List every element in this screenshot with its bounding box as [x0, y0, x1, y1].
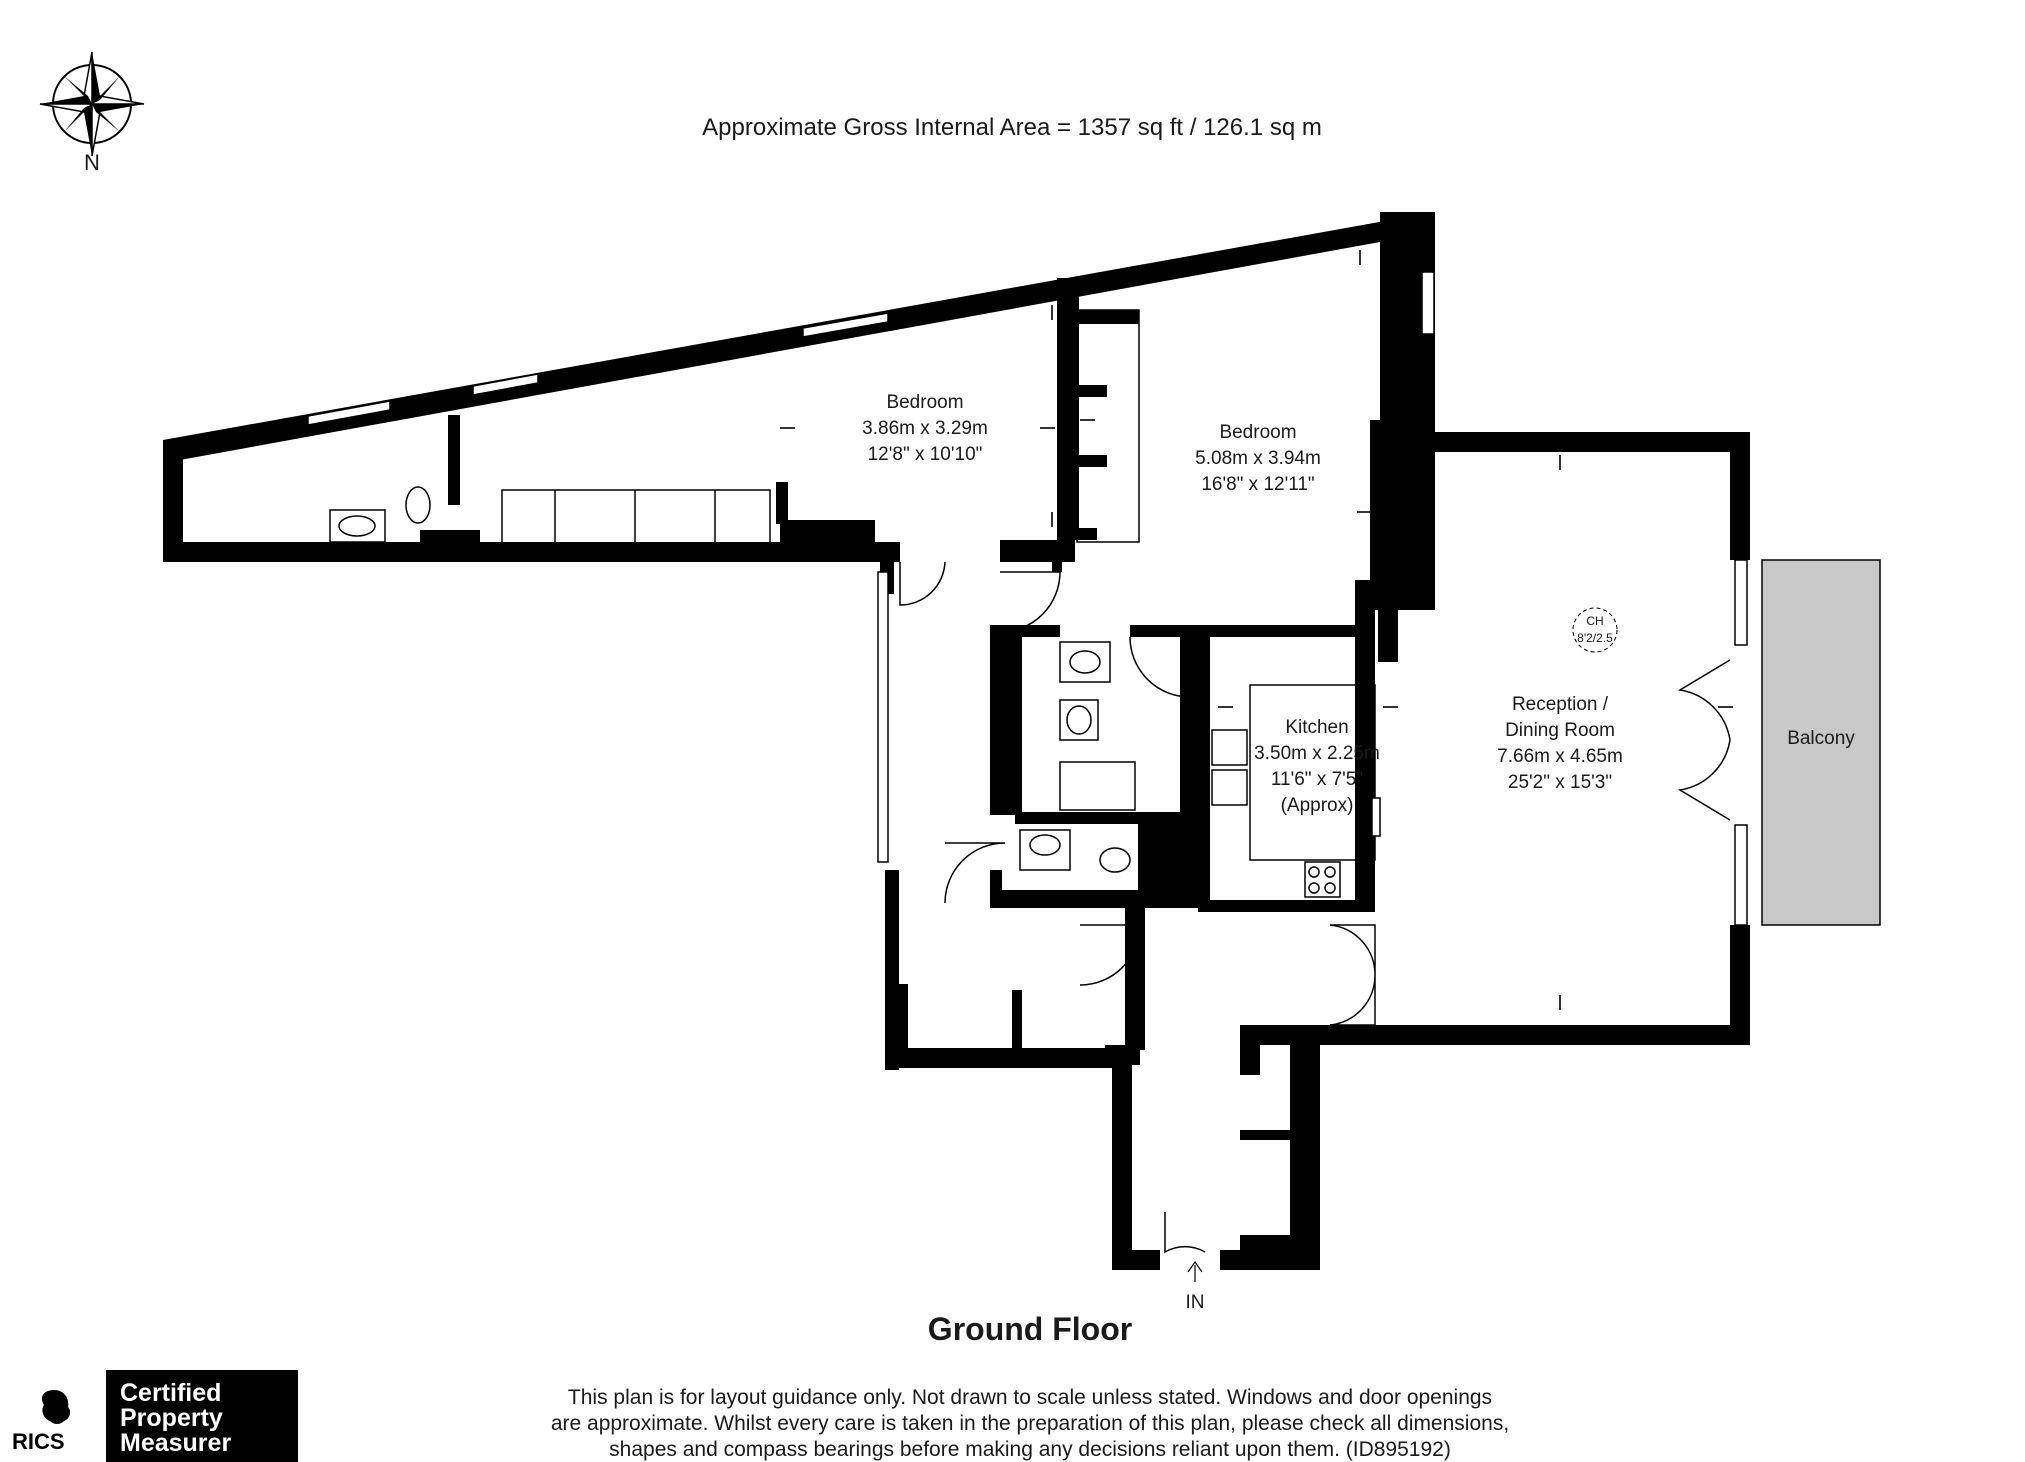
- badge-line-1: Certified: [120, 1379, 222, 1407]
- kitchen-metric: 3.50m x 2.25m: [1254, 743, 1380, 764]
- kitchen-imperial: 11'6" x 7'5": [1270, 769, 1364, 790]
- compass-north-label: N: [84, 150, 100, 175]
- room-label-bedroom-1: [862, 392, 988, 465]
- disclaimer-line-3: shapes and compass bearings before making any decisions reliant upon them. (ID895192): [609, 1438, 1451, 1461]
- kitchen-name: Kitchen: [1285, 717, 1349, 738]
- windows: [308, 272, 1747, 925]
- bedroom-1-imperial: 12'8" x 10'10": [867, 444, 983, 465]
- ch-value: 8'2/2.5: [1577, 631, 1613, 645]
- walls: [163, 212, 1750, 1270]
- certified-property-measurer-badge: [106, 1370, 298, 1462]
- bedroom-1-metric: 3.86m x 3.29m: [862, 418, 988, 439]
- rics-logo-text: RICS: [12, 1429, 65, 1454]
- reception-name-2: Dining Room: [1505, 720, 1615, 741]
- room-label-reception: [1497, 694, 1623, 793]
- bedroom-2-name: Bedroom: [1219, 422, 1297, 443]
- room-label-bedroom-2: [1195, 422, 1321, 495]
- entrance-label: IN: [1185, 1292, 1205, 1313]
- disclaimer-line-1: This plan is for layout guidance only. Not drawn to scale unless stated. Windows and door openings: [567, 1386, 1493, 1409]
- bedroom-2-imperial: 16'8" x 12'11": [1201, 474, 1315, 495]
- entrance-arrow-icon: [1188, 1262, 1202, 1282]
- badge-line-2: Property: [120, 1404, 223, 1432]
- reception-name-1: Reception /: [1511, 694, 1609, 715]
- bedroom-2-metric: 5.08m x 3.94m: [1195, 448, 1321, 469]
- kitchen-note: (Approx): [1280, 795, 1354, 816]
- reception-imperial: 25'2" x 15'3": [1507, 772, 1613, 793]
- ch-label: CH: [1586, 614, 1604, 628]
- bedroom-1-name: Bedroom: [886, 392, 964, 413]
- disclaimer-line-2: are approximate. Whilst every care is taken in the preparation of this plan, please check all dimensions,: [550, 1412, 1510, 1435]
- floor-label: Ground Floor: [927, 1311, 1133, 1347]
- gross-area-title: Approximate Gross Internal Area = 1357 sq ft / 126.1 sq m: [702, 114, 1322, 141]
- reception-metric: 7.66m x 4.65m: [1497, 746, 1623, 767]
- balcony-label: Balcony: [1787, 728, 1855, 749]
- compass-rose-icon: [40, 52, 144, 156]
- badge-line-3: Measurer: [120, 1429, 232, 1457]
